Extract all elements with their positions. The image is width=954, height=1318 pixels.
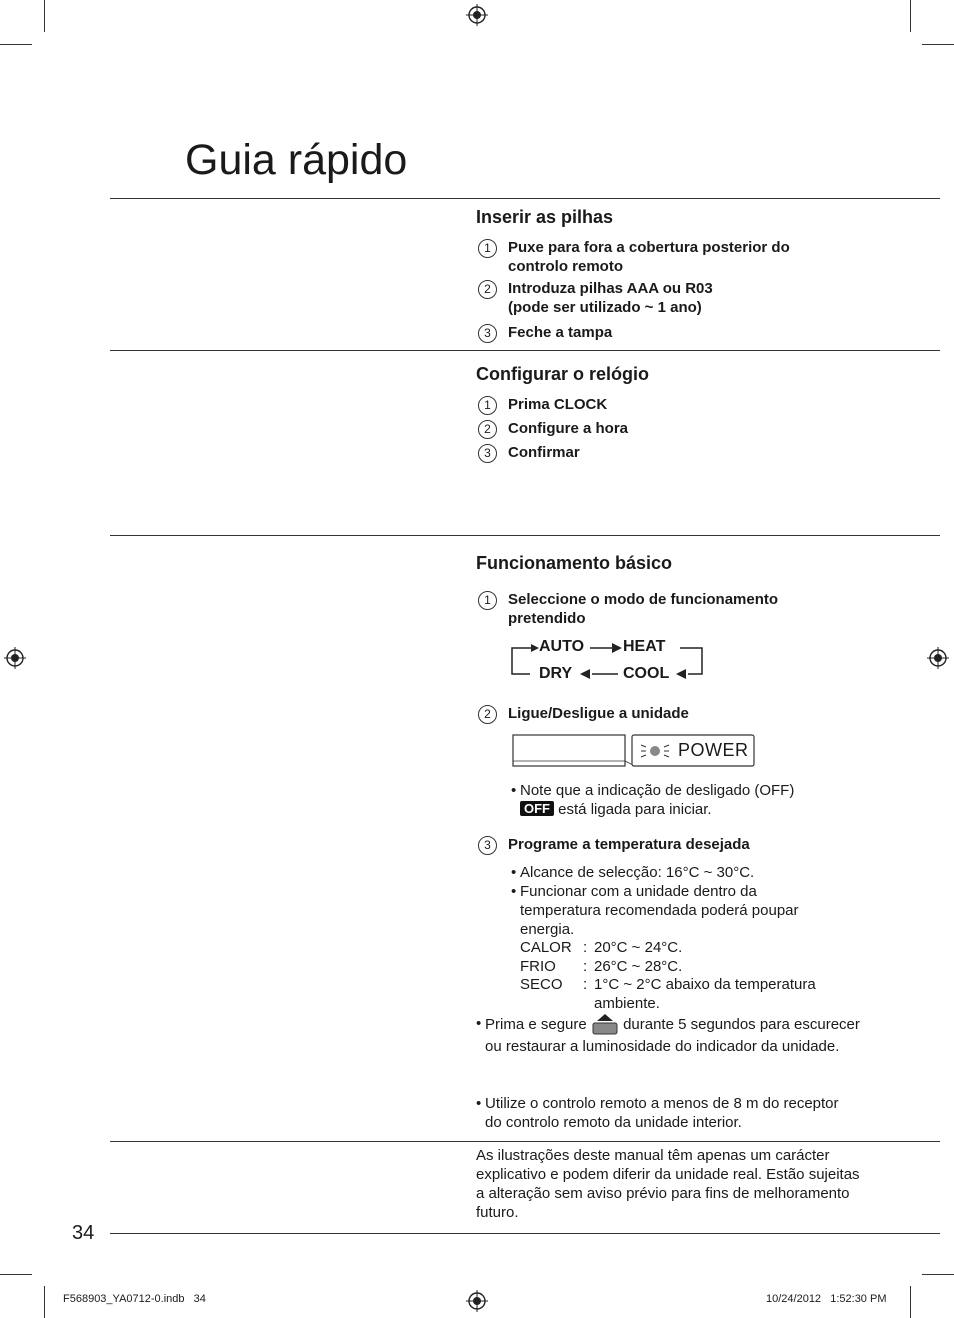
remote-note-text: Utilize o controlo remoto a menos de 8 m do receptor do controlo remoto da unidade interior. xyxy=(485,1095,839,1131)
temp-row xyxy=(520,938,572,957)
step-text: Confirmar xyxy=(508,444,580,461)
footer-file: F568903_YA0712-0.indb 34 xyxy=(63,1293,206,1305)
step-text: Prima CLOCK xyxy=(508,396,608,413)
step-number: 2 xyxy=(478,705,497,724)
step-number: 1 xyxy=(478,396,497,415)
power-label: POWER xyxy=(678,740,749,760)
temp-value: 1°C ~ 2°C abaixo da temperatura ambiente. xyxy=(594,976,816,1012)
page-title: Guia rápido xyxy=(185,136,408,184)
step-number: 1 xyxy=(478,591,497,610)
step-item xyxy=(478,323,878,342)
crop-mark xyxy=(922,44,954,45)
step-text: Configure a hora xyxy=(508,420,629,437)
hold-note xyxy=(476,1013,871,1058)
mode-dry: DRY xyxy=(539,665,573,682)
step-number: 1 xyxy=(478,239,497,258)
divider xyxy=(110,1141,940,1142)
step-item xyxy=(478,238,878,276)
step-text: Introduza pilhas AAA ou R03 (pode ser utilizado ~ 1 ano) xyxy=(508,280,713,316)
step-item xyxy=(478,835,878,854)
temp-value: 26°C ~ 28°C. xyxy=(594,958,683,975)
temp-mode: CALOR xyxy=(520,939,572,956)
temp-mode: SECO xyxy=(520,976,563,993)
mode-heat: HEAT xyxy=(623,638,666,655)
off-note-text-2: está ligada para iniciar. xyxy=(558,801,712,818)
divider xyxy=(110,198,940,199)
step-text: Seleccione o modo de funcionamento pretendido xyxy=(508,591,779,627)
section-heading-batteries: Inserir as pilhas xyxy=(476,207,614,227)
step-item xyxy=(478,590,878,628)
crop-mark xyxy=(44,1286,45,1318)
bullet: • xyxy=(476,1015,482,1032)
footer-datetime: 10/24/2012 1:52:30 PM xyxy=(766,1293,887,1305)
energy-note-text: Funcionar com a unidade dentro da temperatura recomendada poderá poupar energia. xyxy=(520,883,799,938)
step-number: 2 xyxy=(478,420,497,439)
power-indicator-icon xyxy=(639,741,675,761)
section-heading-clock: Configurar o relógio xyxy=(476,364,649,384)
step-text: Ligue/Desligue a unidade xyxy=(508,705,689,722)
registration-mark-icon xyxy=(927,647,949,669)
step-item xyxy=(478,443,878,462)
crop-mark xyxy=(0,1274,32,1275)
crop-mark xyxy=(922,1274,954,1275)
registration-mark-icon xyxy=(466,1290,488,1312)
crop-mark xyxy=(910,0,911,32)
step-text: Feche a tampa xyxy=(508,324,613,341)
step-item xyxy=(478,395,878,414)
section-heading-basic-operation: Funcionamento básico xyxy=(476,553,673,573)
temp-sep: : xyxy=(583,976,588,993)
temp-mode: FRIO xyxy=(520,958,556,975)
off-note xyxy=(511,781,851,819)
energy-note xyxy=(511,882,831,939)
step-number: 3 xyxy=(478,324,497,343)
step-number: 3 xyxy=(478,836,497,855)
hold-note-text: Prima e segure xyxy=(485,1016,587,1033)
step-item xyxy=(478,419,878,438)
step-text: Puxe para fora a cobertura posterior do controlo remoto xyxy=(508,239,790,275)
crop-mark xyxy=(910,1286,911,1318)
temp-value: 20°C ~ 24°C. xyxy=(594,939,683,956)
range-note xyxy=(511,863,851,882)
mode-cool: COOL xyxy=(623,665,670,682)
bullet: • xyxy=(476,1095,482,1112)
step-number: 3 xyxy=(478,444,497,463)
off-badge: OFF xyxy=(520,801,554,816)
bullet: • xyxy=(511,782,517,799)
brightness-button-icon xyxy=(591,1013,619,1035)
temp-sep: : xyxy=(583,958,588,975)
remote-note xyxy=(476,1094,851,1132)
page-number: 34 xyxy=(72,1222,95,1244)
crop-mark xyxy=(0,44,32,45)
crop-mark xyxy=(44,0,45,32)
step-item xyxy=(478,279,878,317)
mode-auto: AUTO xyxy=(539,638,585,655)
bullet: • xyxy=(511,883,517,900)
mode-cycle-arrows xyxy=(508,636,708,686)
temp-row xyxy=(520,957,556,976)
divider xyxy=(110,1233,940,1234)
range-note-text: Alcance de selecção: 16°C ~ 30°C. xyxy=(520,864,755,881)
hold-note-text-2: durante 5 segundos para escurecer ou restaurar a luminosidade do indicador da unidade. xyxy=(485,1016,860,1055)
disclaimer: As ilustrações deste manual têm apenas um carácter explicativo e podem diferir da unidade real. Estão sujeitas a alteração sem aviso prévio para fins de melhoramento futuro. xyxy=(476,1147,860,1221)
off-note-text: Note que a indicação de desligado (OFF) xyxy=(520,782,795,799)
step-number: 2 xyxy=(478,280,497,299)
bullet: • xyxy=(511,864,517,881)
divider xyxy=(110,350,940,351)
temp-sep: : xyxy=(583,939,588,956)
divider xyxy=(110,535,940,536)
temp-row xyxy=(520,975,563,994)
step-text: Programe a temperatura desejada xyxy=(508,836,750,853)
registration-mark-icon xyxy=(4,647,26,669)
step-item xyxy=(478,704,878,723)
registration-mark-icon xyxy=(466,4,488,26)
